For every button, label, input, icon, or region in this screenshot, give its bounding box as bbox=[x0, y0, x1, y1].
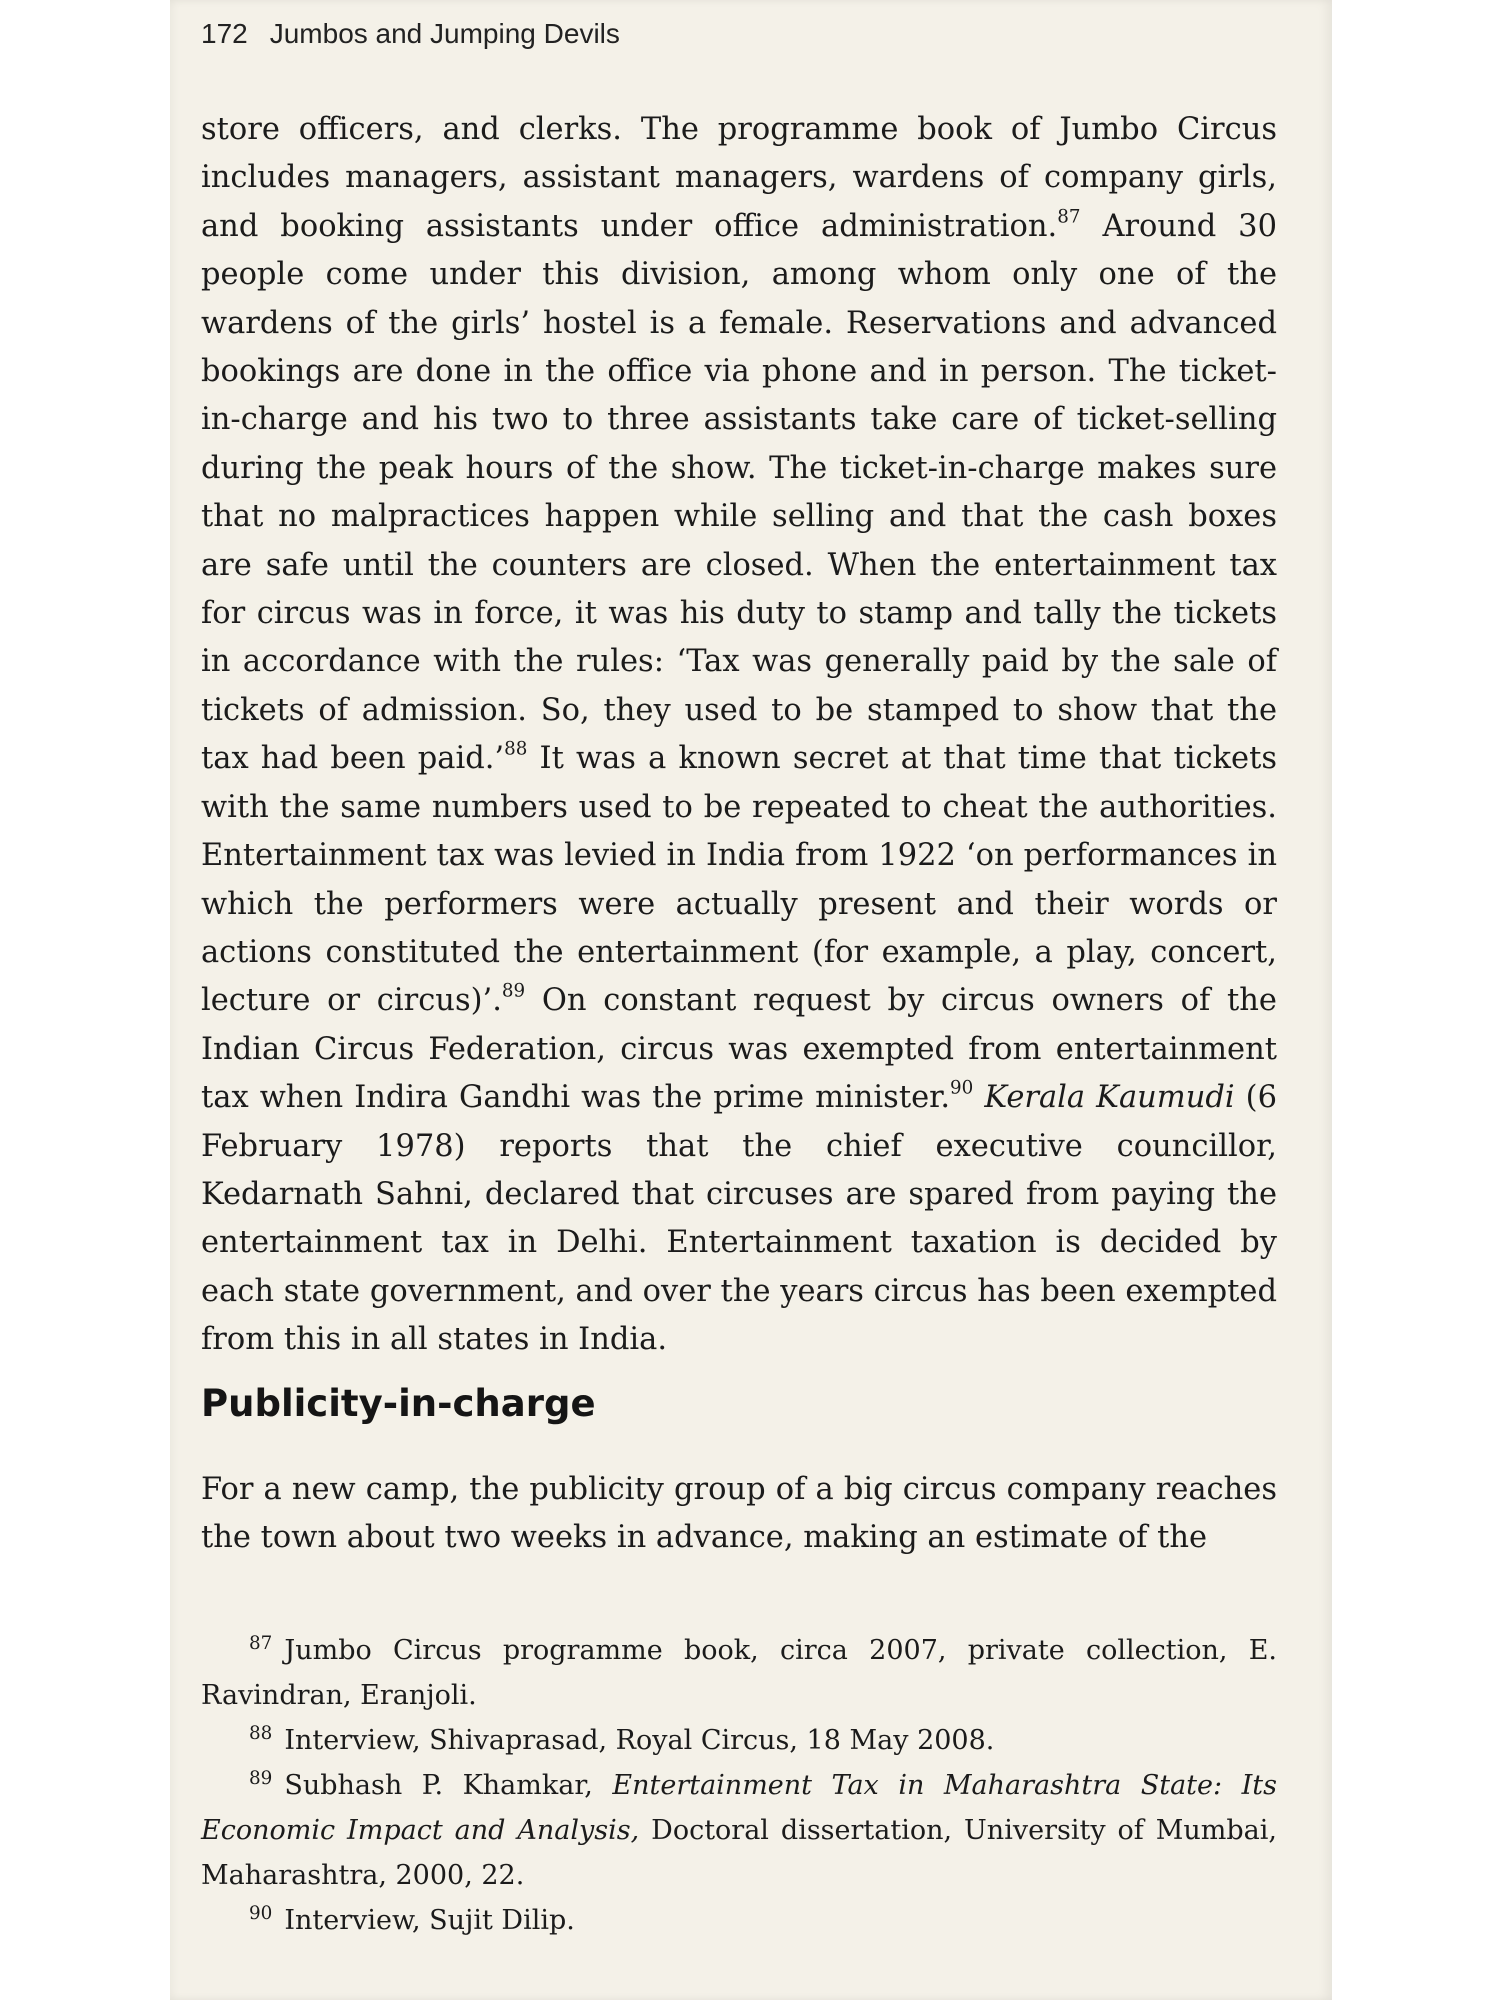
paragraph-text: (6 February 1978) reports that the chief executive councillor, Kedarnath Sahni, declared that circuses are spared from paying the entertainment tax in Delhi. Entertainment taxation is decided by each state government, and over the years circus has been exempted from this in all states in India. bbox=[201, 1080, 1277, 1358]
section-paragraph: For a new camp, the publicity group of a big circus company reaches the town about two weeks in advance, making an estimate of the bbox=[201, 1472, 1277, 1556]
paragraph-text: Around 30 people come under this division, among whom only one of the wardens of the girls’ hostel is a female. Reservations and advanced bookings are done in the office via phone and in person. The ticket-in-charge and his two to three assistants take care of ticket-selling during the peak hours of the show. The ticket-in-charge makes sure that no malpractices happen while selling and that the cash boxes are safe until the counters are closed. When the entertainment tax for circus was in force, it was his duty to stamp and tally the tickets in accordance with the rules: ‘Tax was generally paid by the sale of tickets of admission. So, they used to be stamped to show that the tax had been paid.’ bbox=[201, 208, 1277, 777]
footnote-number: 87 bbox=[249, 1632, 273, 1654]
footnote-ref-88: 88 bbox=[504, 738, 528, 760]
paragraph-text: On constant request by circus owners of the Indian Circus Federation, circus was exempted from entertainment tax when Indira Gandhi was the prime minister. bbox=[201, 983, 1277, 1116]
paragraph-text: store officers, and clerks. The programme book of Jumbo Circus includes managers, assistant managers, wardens of company girls, and booking assistants under office administration. bbox=[201, 112, 1277, 244]
footnote-number: 89 bbox=[249, 1767, 273, 1789]
footnote-text: Doctoral dissertation, University of Mumbai, Maharashtra, 2000, 22. bbox=[201, 1815, 1277, 1891]
newspaper-title: Kerala Kaumudi bbox=[973, 1080, 1235, 1116]
running-header bbox=[201, 18, 620, 50]
footnote-ref-89: 89 bbox=[501, 980, 526, 1002]
footnote-text: Interview, Shivaprasad, Royal Circus, 18 May 2008. bbox=[284, 1725, 995, 1756]
footnotes bbox=[201, 1628, 1277, 1943]
footnote-title: Entertainment Tax in Maharashtra State: Its Economic Impact and Analysis, bbox=[201, 1770, 1277, 1846]
footnote-text: Interview, Sujit Dilip. bbox=[284, 1905, 575, 1936]
footnote-text: Subhash P. Khamkar, bbox=[284, 1770, 613, 1801]
footnote-number: 90 bbox=[249, 1902, 273, 1924]
footnote-87 bbox=[201, 1628, 1277, 1718]
footnote-ref-90: 90 bbox=[950, 1077, 974, 1099]
page-number: 172 bbox=[201, 18, 248, 49]
running-title: Jumbos and Jumping Devils bbox=[269, 18, 620, 49]
footnote-90 bbox=[201, 1898, 1277, 1943]
footnote-88 bbox=[201, 1718, 1277, 1763]
footnote-ref-87: 87 bbox=[1057, 206, 1081, 228]
section-heading: Publicity-in-charge bbox=[201, 1382, 596, 1425]
paragraph-text: It was a known secret at that time that tickets with the same numbers used to be repeated to cheat the authorities. Entertainment tax was levied in India from 1922 ‘on performances in which the performers were actually present and their words or actions constituted the entertainment (for example, a play, concert, lecture or circus)’. bbox=[201, 741, 1277, 1019]
body-paragraph bbox=[201, 106, 1277, 1365]
footnote-number: 88 bbox=[249, 1722, 273, 1744]
footnote-text: Jumbo Circus programme book, circa 2007, private collection, E. Ravindran, Eranjoli. bbox=[201, 1635, 1277, 1711]
footnote-89 bbox=[201, 1763, 1277, 1898]
